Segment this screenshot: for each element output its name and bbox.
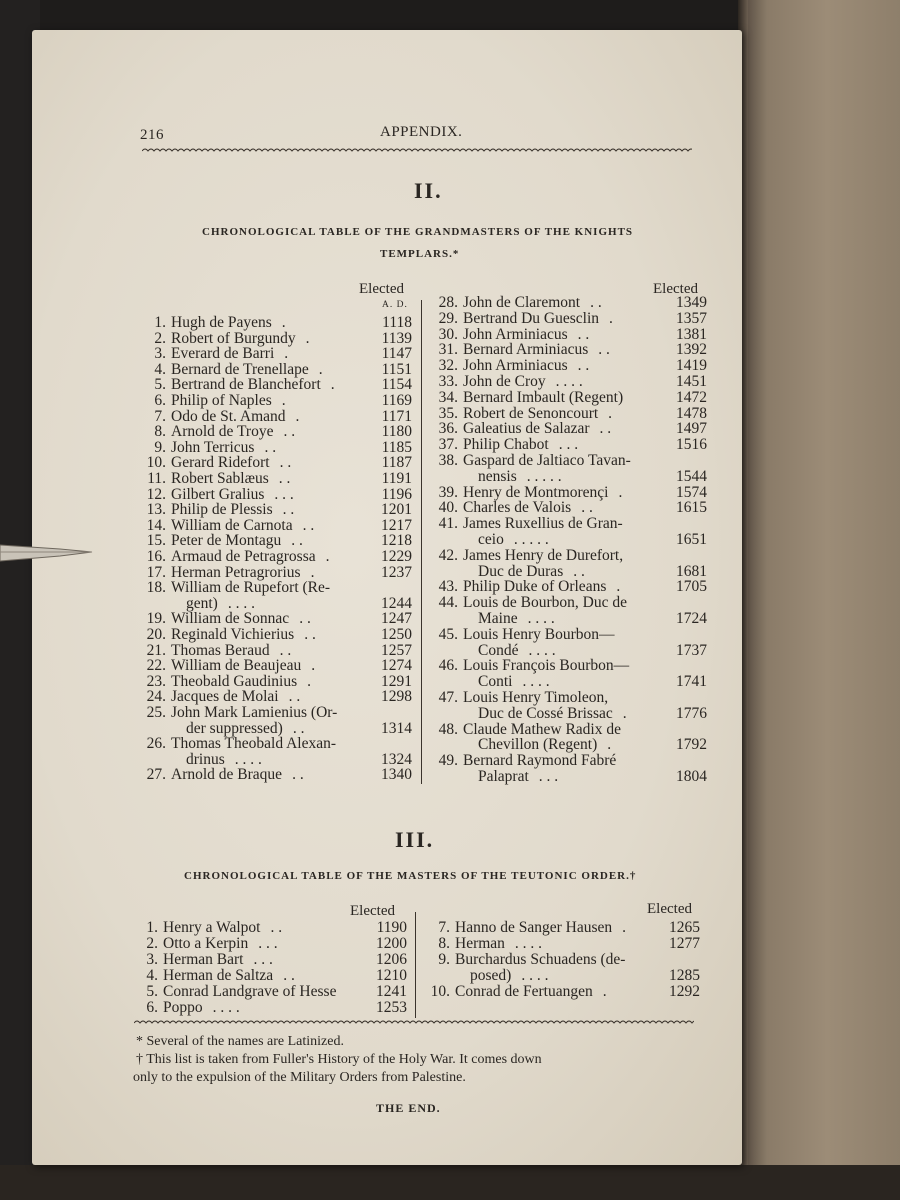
entry-number: 3. (154, 345, 166, 363)
entry-name: William de Sonnac (171, 610, 290, 628)
entry-year: 1244 (381, 594, 412, 612)
entry-year: 1681 (676, 562, 707, 580)
entry-number: 35. (438, 404, 458, 422)
entry-name: Philip Duke of Orleans (463, 578, 607, 596)
entry-year: 1478 (676, 404, 707, 422)
leader-dots: . . (302, 516, 315, 534)
leader-dots: . (281, 314, 286, 331)
teutonic-left-elected-header: Elected (350, 903, 395, 919)
entry-name: John de Croy (463, 373, 546, 390)
entry-year: 1292 (669, 983, 700, 1000)
entry-name: Louis Henry Timoleon, (463, 689, 609, 706)
leader-dots: . (307, 672, 312, 690)
entry-number: 10. (146, 454, 166, 472)
leader-dots: . (602, 983, 607, 1000)
entry-name: Otto a Kerpin (163, 935, 249, 952)
leader-dots: . . . (558, 436, 579, 454)
entry-number: 29. (438, 309, 458, 327)
entry-name: Palaprat (478, 768, 529, 785)
section-2-title-line2: TEMPLARS.* (380, 248, 460, 260)
leader-dots: . . (278, 470, 291, 487)
entry-number: 1. (154, 314, 166, 331)
entry-name: Arnold de Braque (171, 766, 283, 784)
entry-name: Bernard de Trenellape (171, 360, 309, 378)
entry-year: 1169 (381, 392, 412, 409)
entry-name: Bernard Imbault (Regent) (463, 388, 624, 406)
leader-dots: . (305, 329, 310, 347)
entry-number: 27. (146, 766, 166, 784)
footnote-dagger-line2: only to the expulsion of the Military Orders from Palestine. (133, 1070, 466, 1085)
entry-year: 1724 (676, 610, 707, 627)
entry-name: Conti (478, 673, 513, 691)
entry-name: Robert Sablæus (171, 470, 269, 487)
entry-name: John Mark Lamienius (Or- (171, 704, 338, 721)
entry-name: Chevillon (Regent) (478, 736, 598, 754)
entry-year: 1451 (676, 373, 707, 390)
entry-name: John Terricus (171, 438, 255, 456)
entry-number: 34. (438, 388, 458, 406)
leader-dots: . . (264, 438, 277, 456)
leader-dots: . (310, 563, 315, 581)
entry-number: 2. (146, 935, 158, 952)
entry-year: 1191 (381, 470, 412, 487)
entry-number: 41. (438, 515, 458, 533)
entry-name: James Henry de Durefort, (463, 546, 624, 564)
leader-dots: . . (279, 641, 292, 659)
leader-dots: . . . (274, 485, 294, 503)
footnote-dagger-line1: † This list is taken from Fuller's History of the Holy War. It comes down (136, 1052, 542, 1067)
entry-name: Philip Chabot (463, 436, 549, 454)
table-row (132, 999, 240, 1017)
entry-number: 7. (154, 407, 166, 425)
entry-name: Conrad de Fertuangen (455, 983, 593, 1000)
entry-number: 2. (154, 329, 166, 347)
entry-year: 1705 (676, 578, 707, 596)
entry-number: 4. (146, 967, 158, 984)
entry-name: Claude Mathew Radix de (463, 720, 621, 738)
templars-column-divider (421, 300, 422, 784)
entry-name: William de Beaujeau (171, 657, 302, 675)
leader-dots: . . (299, 610, 311, 628)
entry-name: Louis François Bourbon— (463, 657, 630, 675)
entry-year: 1185 (381, 438, 412, 456)
leader-dots: . . (283, 967, 295, 984)
entry-number: 30. (438, 325, 458, 343)
entry-name: Philip de Plessis (171, 501, 273, 519)
leader-dots: . (622, 704, 627, 722)
entry-name: Bertrand Du Guesclin (463, 309, 600, 327)
leader-dots: . . . . (527, 610, 555, 627)
entry-number: 11. (147, 470, 166, 487)
entry-name: Gilbert Gralius (171, 485, 265, 503)
leader-dots: . . . . (555, 373, 583, 390)
entry-number: 43. (438, 578, 458, 596)
entry-year: 1516 (676, 436, 707, 454)
entry-year: 1217 (381, 516, 412, 534)
entry-name: Thomas Beraud (171, 641, 270, 659)
entry-name: Peter de Montagu (171, 532, 282, 550)
entry-year: 1118 (382, 314, 412, 331)
entry-name: Thomas Theobald Alexan- (171, 735, 337, 753)
leader-dots: . . (291, 532, 303, 550)
templars-left-elected-header: Elected (359, 281, 404, 297)
entry-number: 21. (146, 641, 166, 659)
entry-name: Charles de Valois (463, 499, 572, 517)
entry-number: 9. (154, 438, 166, 456)
entry-number: 6. (146, 999, 158, 1016)
entry-number: 40. (438, 499, 458, 517)
entry-name: Gerard Ridefort (171, 454, 270, 472)
entry-year: 1792 (676, 736, 707, 754)
entry-number: 42. (438, 546, 458, 564)
entry-year: 1291 (381, 672, 412, 690)
leader-dots: . . . . (212, 999, 240, 1016)
leader-dots: . . . . . (513, 531, 549, 548)
teutonic-right-elected-header: Elected (647, 901, 692, 917)
entry-year: 1200 (376, 935, 407, 952)
entry-year: 1274 (381, 657, 412, 675)
entry-number: 7. (438, 919, 450, 936)
book-page (32, 30, 742, 1165)
entry-number: 31. (438, 341, 458, 359)
leader-dots: . . (304, 626, 316, 643)
leader-dots: . (618, 483, 623, 501)
entry-number: 25. (146, 704, 166, 721)
leader-dots: . (607, 736, 612, 754)
entry-number: 22. (146, 657, 166, 675)
entry-name: James Ruxellius de Gran- (463, 515, 623, 533)
entry-name: Armaud de Petragrossa (171, 548, 316, 565)
entry-year: 1277 (669, 935, 700, 952)
entry-year: 1147 (381, 345, 412, 363)
entry-year: 1151 (381, 360, 412, 378)
entry-name: John Arminiacus (463, 325, 568, 343)
entry-name: Philip of Naples (171, 392, 272, 409)
entry-number: 5. (154, 376, 166, 394)
leader-dots: . . (577, 325, 590, 343)
entry-name: Galeatius de Salazar (463, 420, 590, 438)
entry-year: 1324 (381, 750, 412, 768)
entry-year: 1201 (381, 501, 412, 519)
leader-dots: . (616, 578, 621, 596)
entry-number: 37. (438, 436, 458, 454)
entry-year: 1804 (676, 768, 707, 785)
entry-name: nensis (478, 467, 517, 485)
entry-name: John Arminiacus (463, 357, 568, 375)
entry-number: 1. (146, 919, 158, 936)
entry-number: 39. (438, 483, 458, 501)
leader-dots: . . . . (528, 641, 556, 659)
leader-dots: . . . . . (526, 467, 562, 485)
leader-dots: . . . (538, 768, 559, 785)
leader-dots: . . (599, 420, 612, 438)
table-row (420, 983, 607, 1001)
entry-number: 5. (146, 983, 158, 1000)
leader-dots: . (311, 657, 316, 675)
leader-dots: . (295, 407, 300, 425)
entry-name: William de Rupefort (Re- (171, 579, 331, 597)
leader-dots: . (318, 360, 323, 378)
entry-name: Henry de Montmorençi (463, 483, 609, 501)
entry-number: 19. (146, 610, 166, 628)
entry-year: 1544 (676, 467, 707, 485)
entry-number: 48. (438, 720, 458, 738)
entry-year: 1265 (669, 919, 700, 936)
leader-dots: . (281, 392, 286, 409)
entry-name: Everard de Barri (171, 345, 275, 363)
footnote-star: * Several of the names are Latinized. (136, 1034, 344, 1049)
entry-name: Herman Petragrorius (171, 563, 301, 581)
entry-name: Bertrand de Blanchefort (171, 376, 321, 394)
entry-year: 1615 (676, 499, 707, 517)
entry-number: 36. (438, 420, 458, 438)
entry-name: Condé (478, 641, 519, 659)
entry-year: 1776 (676, 704, 707, 722)
leader-dots: . (608, 404, 613, 422)
the-end: THE END. (376, 1101, 441, 1115)
leader-dots: . . . . (521, 967, 549, 984)
entry-year: 1241 (376, 983, 407, 1000)
leader-dots: . . (292, 766, 304, 784)
leader-dots: . (325, 548, 330, 565)
entry-year: 1357 (676, 309, 707, 327)
entry-year: 1190 (376, 919, 407, 936)
section-2-numeral: II. (414, 178, 443, 203)
entry-name: Reginald Vichierius (171, 626, 295, 643)
entry-year: 1574 (676, 483, 707, 501)
section-3-title: CHRONOLOGICAL TABLE OF THE MASTERS OF THE TEUTONIC ORDER.† (184, 870, 637, 882)
leader-dots: . . (279, 454, 292, 472)
entry-year: 1497 (676, 420, 707, 438)
entry-name: Herman (455, 935, 505, 952)
entry-name: Gaspard de Jaltiaco Tavan- (463, 452, 631, 469)
entry-number: 28. (438, 294, 458, 311)
entry-name: gent) (186, 594, 218, 612)
entry-year: 1285 (669, 967, 700, 984)
leader-dots: . . (282, 501, 295, 519)
footnote-wavy-rule (134, 1018, 694, 1028)
entry-name: posed) (470, 967, 512, 984)
leader-dots: . . . . (522, 673, 550, 691)
entry-name: Odo de St. Amand (171, 407, 286, 425)
section-2-title-line1: CHRONOLOGICAL TABLE OF THE GRANDMASTERS OF THE KNIGHTS (202, 226, 634, 238)
entry-year: 1419 (676, 357, 707, 375)
entry-name: Duc de Duras (478, 562, 564, 580)
entry-year: 1218 (381, 532, 412, 550)
entry-name: Arnold de Troye (171, 423, 274, 441)
leader-dots: . . (292, 719, 305, 737)
leader-dots: . . (598, 341, 610, 359)
entry-number: 10. (430, 983, 450, 1000)
leader-dots: . . . . (234, 750, 262, 768)
entry-number: 17. (146, 563, 166, 581)
entry-name: Burchardus Schuadens (de- (455, 951, 626, 968)
entry-name: Poppo (163, 999, 203, 1016)
entry-number: 6. (154, 392, 166, 409)
entry-number: 9. (438, 951, 450, 968)
templars-left-ad-header: A. D. (382, 300, 408, 310)
entry-number: 38. (438, 452, 458, 469)
leader-dots: . . . . (514, 935, 543, 952)
entry-name: Theobald Gaudinius (171, 672, 298, 690)
entry-number: 8. (438, 935, 450, 952)
entry-number: 46. (438, 657, 458, 675)
entry-name: Duc de Cossé Brissac (478, 704, 613, 722)
leader-dots: . . (577, 357, 590, 375)
entry-year: 1381 (676, 325, 707, 343)
entry-year: 1298 (381, 688, 412, 706)
entry-name: Robert of Burgundy (171, 329, 296, 347)
templars-right-elected-header: Elected (653, 281, 698, 297)
entry-name: Bernard Arminiacus (463, 341, 589, 359)
entry-number: 12. (146, 485, 166, 503)
letter-opener-pointer (0, 531, 95, 573)
entry-number: 26. (146, 735, 166, 753)
entry-name: Hanno de Sanger Hausen (455, 919, 613, 936)
leader-dots: . (284, 345, 289, 363)
table-row (424, 768, 558, 786)
leader-dots: . . (581, 499, 593, 517)
entry-year: 1139 (381, 329, 412, 347)
entry-name: Herman Bart (163, 951, 244, 968)
entry-number: 32. (438, 357, 458, 375)
entry-name: Bernard Raymond Fabré (463, 752, 617, 770)
entry-year: 1340 (381, 766, 412, 784)
entry-year: 1171 (381, 407, 412, 425)
entry-number: 23. (146, 672, 166, 690)
leader-dots: . . (573, 562, 585, 580)
entry-year: 1247 (381, 610, 412, 628)
header-wavy-rule (142, 146, 692, 156)
entry-number: 49. (438, 752, 458, 770)
entry-year: 1472 (676, 388, 707, 406)
entry-name: William de Carnota (171, 516, 293, 534)
entry-year: 1349 (676, 294, 707, 311)
leader-dots: . (330, 376, 335, 394)
entry-number: 18. (146, 579, 166, 597)
background-bottom (0, 1165, 900, 1200)
entry-year: 1210 (376, 967, 407, 984)
entry-number: 8. (154, 423, 166, 441)
leader-dots: . . (270, 919, 283, 936)
leader-dots: . . (288, 688, 301, 706)
entry-name: Jacques de Molai (171, 688, 279, 706)
entry-year: 1206 (376, 951, 407, 968)
entry-name: der suppressed) (186, 719, 283, 737)
entry-name: Hugh de Payens (171, 314, 272, 331)
entry-year: 1741 (676, 673, 707, 691)
entry-year: 1314 (381, 719, 412, 737)
entry-name: Maine (478, 610, 518, 627)
entry-name: Robert de Senoncourt (463, 404, 599, 422)
leader-dots: . . . . (227, 594, 255, 612)
teutonic-column-divider (415, 912, 416, 1018)
entry-year: 1187 (381, 454, 412, 472)
entry-number: 4. (154, 360, 166, 378)
entry-name: John de Claremont (463, 294, 581, 311)
table-row (132, 766, 304, 784)
entry-year: 1250 (381, 626, 412, 643)
leader-dots: . . . (253, 951, 273, 968)
entry-year: 1737 (676, 641, 707, 659)
entry-name: drinus (186, 750, 225, 768)
entry-name: Herman de Saltza (163, 967, 274, 984)
entry-number: 14. (146, 516, 166, 534)
running-head: APPENDIX. (380, 124, 463, 140)
entry-year: 1229 (381, 548, 412, 565)
entry-number: 15. (146, 532, 166, 550)
leader-dots: . . . (258, 935, 278, 952)
entry-number: 13. (146, 501, 166, 519)
entry-year: 1237 (381, 563, 412, 581)
entry-year: 1154 (381, 376, 412, 394)
entry-number: 16. (146, 548, 166, 565)
leader-dots: . . (590, 294, 602, 311)
page-number: 216 (140, 127, 164, 143)
entry-name: Louis Henry Bourbon— (463, 625, 615, 643)
section-3-numeral: III. (395, 827, 435, 852)
entry-year: 1253 (376, 999, 407, 1016)
entry-year: 1257 (381, 641, 412, 659)
entry-number: 24. (146, 688, 166, 706)
entry-year: 1196 (381, 485, 412, 503)
leader-dots: . (609, 309, 613, 327)
entry-name: Louis de Bourbon, Duc de (463, 594, 628, 612)
adjacent-page-stack (738, 0, 900, 1200)
entry-number: 45. (438, 625, 458, 643)
entry-number: 47. (438, 689, 458, 706)
entry-number: 44. (438, 594, 458, 612)
entry-number: 33. (438, 373, 458, 390)
leader-dots: . (622, 919, 626, 936)
entry-number: 3. (146, 951, 158, 968)
entry-year: 1392 (676, 341, 707, 359)
entry-number: 20. (146, 626, 166, 643)
entry-name: Conrad Landgrave of Hesse (163, 983, 337, 1000)
entry-name: ceio (478, 531, 504, 548)
entry-name: Henry a Walpot (163, 919, 261, 936)
leader-dots: . . (283, 423, 296, 441)
entry-year: 1180 (381, 423, 412, 441)
entry-year: 1651 (676, 531, 707, 548)
